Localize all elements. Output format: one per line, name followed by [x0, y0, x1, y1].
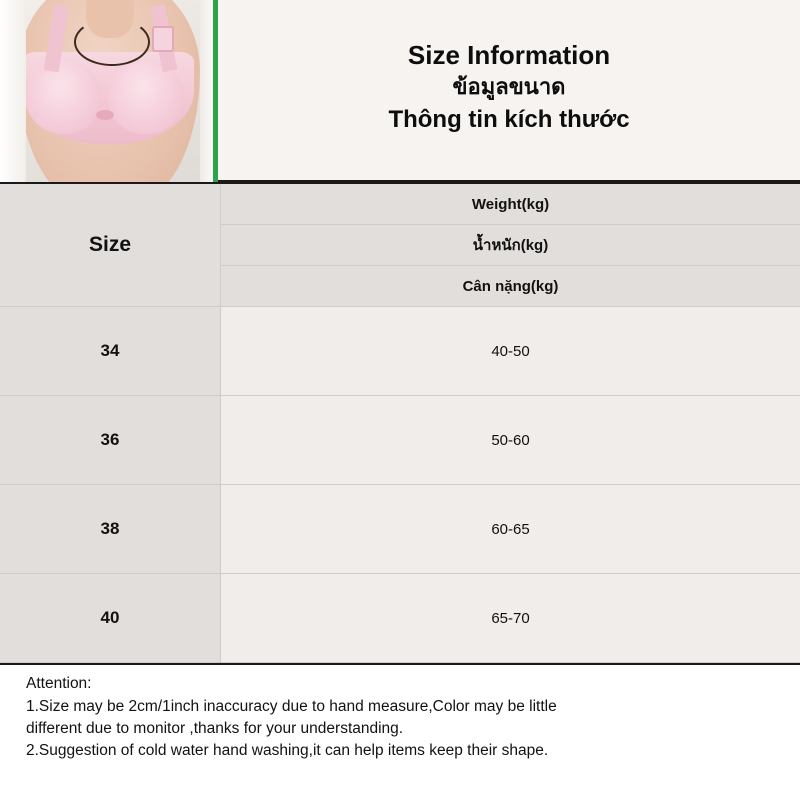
cell-size: 36 — [0, 396, 221, 485]
title-thai: ข้อมูลขนาด — [452, 74, 566, 100]
title-block — [218, 0, 800, 182]
photo-green-accent-bar — [213, 0, 218, 182]
cell-weight: 60-65 — [221, 485, 800, 574]
photo-bra-bow — [96, 110, 114, 120]
attention-block — [0, 663, 800, 772]
table-row — [0, 574, 800, 663]
header-weight-en: Weight(kg) — [221, 183, 800, 225]
table-row — [0, 396, 800, 485]
table-row — [0, 307, 800, 396]
photo-left-edge — [0, 0, 26, 182]
attention-line-3: 2.Suggestion of cold water hand washing,it can help items keep their shape. — [26, 742, 549, 759]
header-weight-th: น้ำหนัก(kg) — [221, 225, 800, 266]
cell-size: 38 — [0, 485, 221, 574]
title-vietnamese: Thông tin kích thước — [388, 105, 630, 133]
photo-bra-cup-right — [108, 60, 184, 134]
photo-bra-cup-left — [26, 60, 102, 134]
header-weight-vi: Cân nặng(kg) — [221, 266, 800, 307]
attention-line-2: different due to monitor ,thanks for your understanding. — [26, 720, 404, 737]
table-header-row-1 — [0, 183, 800, 225]
photo-bra-clasp — [152, 26, 174, 52]
table-row — [0, 485, 800, 574]
photo-necklace — [74, 18, 150, 66]
cell-weight: 40-50 — [221, 307, 800, 396]
attention-line-1: 1.Size may be 2cm/1inch inaccuracy due to hand measure,Color may be little — [26, 698, 557, 715]
cell-weight: 50-60 — [221, 396, 800, 485]
product-photo — [0, 0, 218, 182]
cell-weight: 65-70 — [221, 574, 800, 663]
header-band — [0, 0, 800, 182]
title-english: Size Information — [407, 39, 611, 70]
header-size: Size — [0, 183, 221, 307]
cell-size: 34 — [0, 307, 221, 396]
cell-size: 40 — [0, 574, 221, 663]
attention-heading: Attention: — [26, 675, 92, 692]
size-table — [0, 182, 800, 663]
